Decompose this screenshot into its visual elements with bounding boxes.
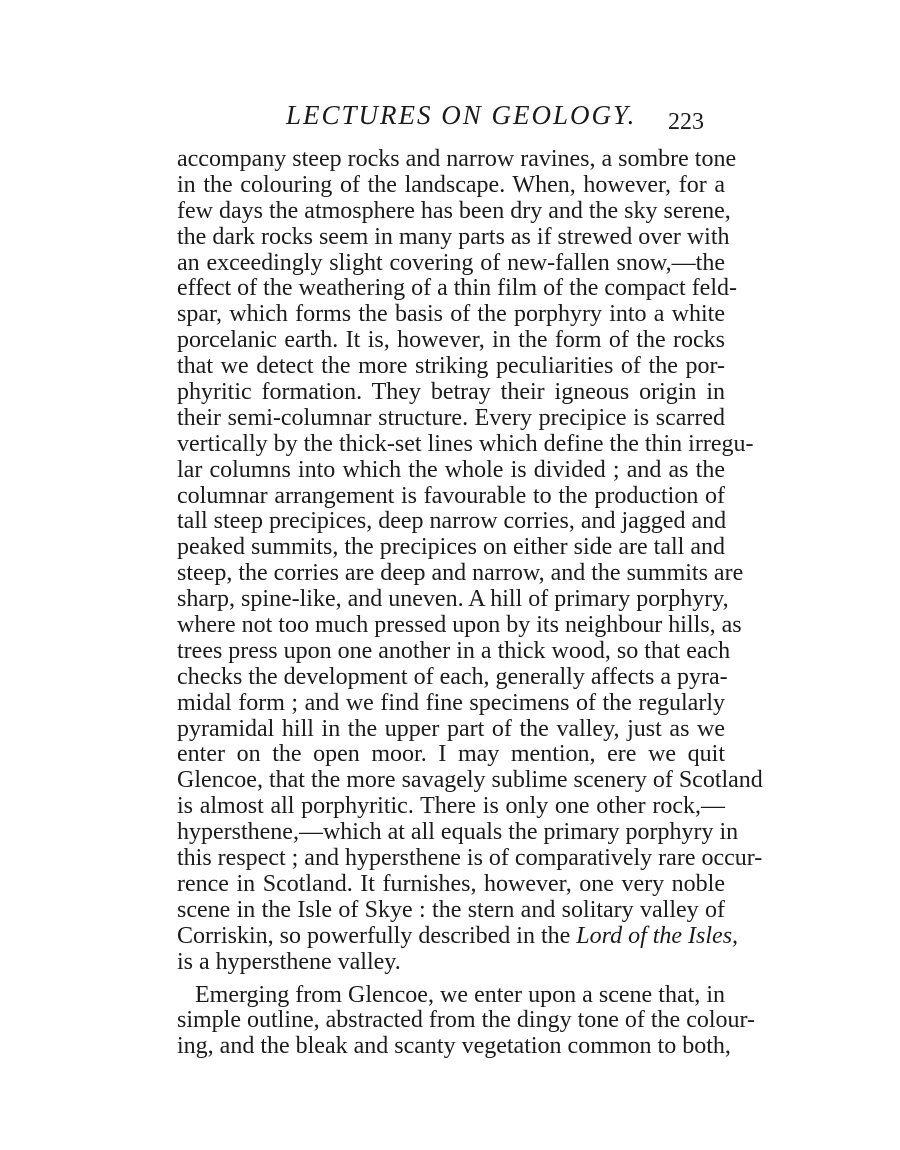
text-line: in the colouring of the landscape. When, however, for a [177, 171, 725, 198]
page-number: 223 [668, 109, 704, 135]
text-line: simple outline, abstracted from the dingy tone of the colour- [177, 1007, 756, 1034]
text-line: is almost all porphyritic. There is only one other rock,— [177, 793, 725, 820]
text-line: phyritic formation. They betray their igneous origin in [177, 379, 725, 406]
text-line: where not too much pressed upon by its neighbour hills, as [177, 612, 742, 639]
text-line: scene in the Isle of Skye : the stern and solitary valley of [177, 896, 725, 923]
text-line: ing, and the bleak and scanty vegetation common to both, [177, 1033, 731, 1060]
text-line: columnar arrangement is favourable to the production of [177, 482, 725, 509]
text-line: peaked summits, the precipices on either side are tall and [177, 534, 725, 561]
text-line [177, 922, 739, 950]
text-line: sharp, spine-like, and uneven. A hill of primary porphyry, [177, 586, 729, 613]
text-line: lar columns into which the whole is divided ; and as the [177, 456, 725, 483]
text-line: porcelanic earth. It is, however, in the form of the rocks [177, 327, 725, 354]
text-line: accompany steep rocks and narrow ravines, a sombre tone [177, 146, 737, 172]
text-line: steep, the corries are deep and narrow, and the summits are [177, 560, 744, 587]
book-title-italic: Lord of the Isles, [576, 922, 739, 949]
text-line: pyramidal hill in the upper part of the valley, just as we [177, 715, 725, 742]
body-text [177, 146, 763, 1060]
text-line: vertically by the thick-set lines which define the thin irregu- [177, 430, 754, 457]
text-line: the dark rocks seem in many parts as if strewed over with [177, 223, 730, 250]
text-line: midal form ; and we find fine specimens of the regularly [177, 689, 725, 716]
text-line: their semi-columnar structure. Every precipice is scarred [177, 404, 725, 431]
running-title: LECTURES ON GEOLOGY. [286, 100, 637, 130]
text-line: that we detect the more striking peculiarities of the por- [177, 353, 725, 380]
text-line: is a hypersthene valley. [177, 948, 401, 975]
text-line: spar, which forms the basis of the porphyry into a white [177, 301, 725, 328]
text-fragment: Corriskin, so powerfully described in the [177, 922, 577, 949]
text-line: Emerging from Glencoe, we enter upon a scene that, in [195, 981, 725, 1008]
text-line: this respect ; and hypersthene is of comparatively rare occur- [177, 845, 763, 872]
paragraph [177, 981, 756, 1061]
text-line: enter on the open moor. I may mention, ere we quit [177, 741, 725, 768]
text-line: tall steep precipices, deep narrow corries, and jagged and [177, 508, 727, 535]
text-line: few days the atmosphere has been dry and the sky serene, [177, 197, 731, 224]
text-line: an exceedingly slight covering of new-fallen snow,—the [177, 249, 725, 276]
paragraph [177, 146, 763, 976]
text-line: hypersthene,—which at all equals the primary porphyry in [177, 819, 739, 846]
text-line: checks the development of each, generally affects a pyra- [177, 663, 728, 690]
text-line: effect of the weathering of a thin film of the compact feld- [177, 275, 737, 302]
text-line: trees press upon one another in a thick wood, so that each [177, 637, 731, 664]
text-line: rence in Scotland. It furnishes, however, one very noble [177, 870, 725, 897]
text-line: Glencoe, that the more savagely sublime scenery of Scotland [177, 767, 763, 794]
